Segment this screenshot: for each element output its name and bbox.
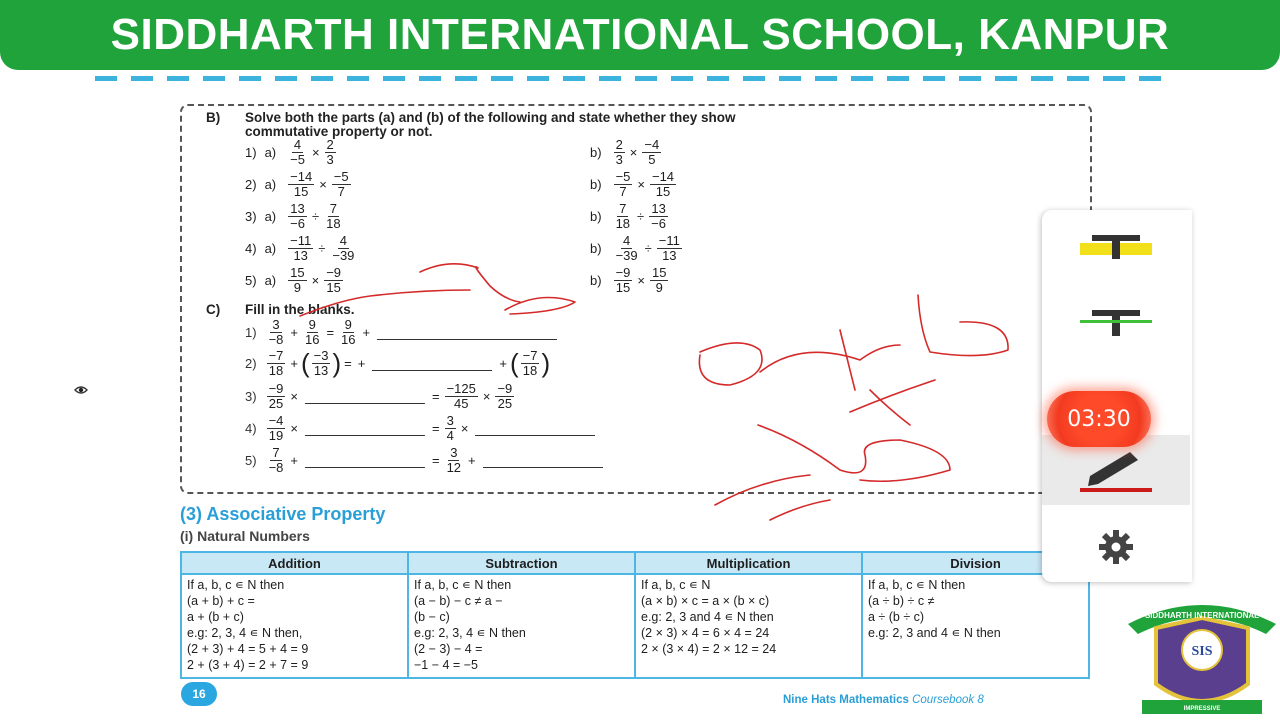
operator: × (290, 389, 298, 404)
operator: × (311, 273, 320, 288)
table-row (181, 574, 1089, 678)
c-item-5 (245, 446, 607, 475)
operator: × (460, 421, 469, 436)
fraction: $\frac{2}{3}$ (326, 137, 334, 167)
part-label: b) (590, 273, 602, 288)
fraction: $\frac{-5}{7}$ (333, 169, 349, 199)
school-logo (1126, 588, 1278, 720)
operator: = (344, 356, 352, 371)
fraction: $\frac{-5}{7}$ (615, 169, 631, 199)
section-b-label: B) (206, 110, 221, 125)
logo-bottom-right: SUCCESS (1238, 714, 1263, 720)
operator: = (431, 421, 440, 436)
item-number: 2) (245, 356, 257, 371)
cell-division: If a, b, c ∊ N then (a ÷ b) ÷ c ≠ a ÷ (b ÷ c) e.g: 2, 3 and 4 ∊ N then (862, 574, 1089, 678)
b-item-1-b (590, 138, 663, 167)
cell-subtraction: If a, b, c ∊ N then (a − b) − c ≠ a − (b − c) e.g: 2, 3, 4 ∊ N then (2 − 3) − 4 = −1 − 4 = −5 (408, 574, 635, 678)
fraction: $\frac{3}{4}$ (446, 413, 454, 443)
fraction: $\frac{4}{-5}$ (290, 137, 305, 167)
book-title: Nine Hats Mathematics (783, 694, 909, 706)
operator: = (326, 325, 335, 340)
item-number: 3) (245, 389, 257, 404)
col-addition: Addition (181, 552, 408, 574)
section-c-title: Fill in the blanks. (245, 302, 355, 317)
part-label: b) (590, 241, 602, 256)
dashed-divider (95, 76, 1175, 81)
operator: × (629, 145, 638, 160)
part-label: a) (264, 145, 277, 160)
underline-text-tool[interactable] (1042, 285, 1190, 355)
c-item-4 (245, 414, 599, 443)
fraction: $\frac{-14}{15}$ (290, 169, 313, 199)
operator: × (311, 145, 320, 160)
operator: × (482, 389, 491, 404)
part-label: b) (590, 177, 602, 192)
operator: ÷ (318, 241, 326, 256)
part-label: b) (590, 145, 602, 160)
pointer-marker-icon (74, 384, 88, 396)
associative-heading: (3) Associative Property (180, 504, 386, 524)
item-number: 5) (245, 273, 257, 288)
text-highlight-icon (1076, 225, 1156, 265)
fraction: $\frac{-14}{15}$ (651, 169, 675, 199)
fraction: $\frac{-11}{13}$ (290, 233, 312, 263)
logo-initials: SIS (1191, 644, 1213, 659)
section-c-label: C) (206, 302, 221, 317)
pen-icon (1076, 446, 1156, 494)
cell-multiplication: If a, b, c ∊ N (a × b) × c = a × (b × c) e.g: 2, 3 and 4 ∊ N then (2 × 3) × 4 = 6 × 4 = 24 2 × (3 × 4) = 2 × 12 = 24 (635, 574, 862, 678)
item-number: 1) (245, 145, 257, 160)
c-item-3 (245, 382, 516, 411)
col-multiplication: Multiplication (635, 552, 862, 574)
b-item-3-b (590, 202, 670, 231)
section-b-instruction-1: Solve both the parts (a) and (b) of the following and state whether they show (245, 110, 736, 125)
operator: = (431, 389, 440, 404)
natural-numbers-subheading: (i) Natural Numbers (180, 528, 310, 544)
operator: + (357, 356, 366, 371)
operator: + (499, 356, 507, 371)
fraction: $\frac{7}{18}$ (615, 201, 631, 231)
book-course: Coursebook 8 (912, 694, 984, 706)
part-label: a) (264, 209, 277, 224)
c-item-1 (245, 318, 561, 347)
fraction: $\frac{9}{16}$ (341, 317, 356, 347)
fraction: $\frac{-9}{25}$ (268, 381, 284, 411)
logo-bottom-left: SPELLS (1150, 714, 1169, 720)
banner-title: SIDDHARTH INTERNATIONAL SCHOOL, KANPUR (110, 10, 1170, 59)
b-item-2-a (245, 170, 353, 199)
operator: × (290, 421, 298, 436)
gear-icon (1096, 527, 1136, 567)
operator: + (290, 453, 298, 468)
fraction: $\frac{-9}{15}$ (615, 265, 631, 295)
associative-table (180, 551, 1090, 679)
fraction: $\frac{4}{-39}$ (615, 233, 638, 263)
answer-blank (305, 389, 425, 404)
operator: + (290, 325, 298, 340)
recording-timer[interactable]: 03:30 (1047, 391, 1151, 447)
item-number: 4) (245, 421, 257, 436)
operator: + (468, 453, 476, 468)
fraction: $\frac{13}{-6}$ (290, 201, 305, 231)
logo-top-text: SIDDHARTH INTERNATIONAL (1144, 611, 1260, 620)
fraction: $\frac{-9}{15}$ (326, 265, 342, 295)
part-label: a) (264, 273, 277, 288)
answer-blank (483, 453, 603, 468)
answer-blank (305, 421, 425, 436)
b-item-2-b (590, 170, 678, 199)
b-item-5-a (245, 266, 345, 295)
part-label: b) (590, 209, 602, 224)
operator: + (362, 325, 371, 340)
col-division: Division (862, 552, 1089, 574)
operator: × (319, 177, 327, 192)
answer-blank (372, 356, 492, 371)
item-number: 3) (245, 209, 257, 224)
item-number: 5) (245, 453, 257, 468)
item-number: 4) (245, 241, 257, 256)
b-item-4-b (590, 234, 684, 263)
fraction: $\frac{7}{18}$ (326, 201, 341, 231)
fraction: $\frac{-9}{25}$ (497, 381, 513, 411)
fraction: $\frac{4}{-39}$ (332, 233, 355, 263)
fraction: $\frac{15}{9}$ (651, 265, 667, 295)
fraction: $\frac{3}{12}$ (446, 445, 462, 475)
fraction: $\frac{-7}{18}$ (268, 348, 284, 378)
fraction: $\frac{7}{-8}$ (268, 445, 284, 475)
section-b-instruction-2: commutative property or not. (245, 124, 433, 139)
fraction: $\frac{-11}{13}$ (658, 233, 680, 263)
page-number: 16 (181, 682, 217, 706)
settings-tool[interactable] (1042, 512, 1190, 582)
b-item-1-a (245, 138, 338, 167)
fraction: $\frac{9}{16}$ (304, 317, 320, 347)
fraction: $\frac{-4}{19}$ (268, 413, 284, 443)
operator: × (637, 273, 645, 288)
operator: × (637, 177, 645, 192)
col-subtraction: Subtraction (408, 552, 635, 574)
fraction: $\frac{13}{-6}$ (651, 201, 666, 231)
operator: + (290, 356, 298, 371)
school-banner (0, 0, 1280, 70)
operator: = (431, 453, 440, 468)
fraction: $\frac{15}{9}$ (290, 265, 305, 295)
answer-blank (377, 325, 557, 340)
book-footer (783, 694, 984, 706)
part-label: a) (264, 241, 277, 256)
cell-addition: If a, b, c ∊ N then (a + b) + c = a + (b + c) e.g: 2, 3, 4 ∊ N then, (2 + 3) + 4 = 5 + 4 = 9 2 + (3 + 4) = 2 + 7 = 9 (181, 574, 408, 678)
operator: ÷ (637, 209, 645, 224)
highlight-text-tool[interactable] (1042, 210, 1190, 280)
text-underline-icon (1076, 300, 1156, 340)
answer-blank (475, 421, 595, 436)
logo-ribbon: IMPRESSIVE (1183, 706, 1221, 712)
answer-blank (305, 453, 425, 468)
fraction: $\frac{-7}{18}$ (522, 348, 538, 378)
fraction: $\frac{-3}{13}$ (313, 348, 329, 378)
c-item-2: 2) $\frac{-7}{18}$ + ( $\frac{-3}{13}$ ) = + + ( $\frac{-7}{18}$ ) (245, 348, 551, 378)
part-label: a) (264, 177, 277, 192)
fraction: $\frac{-125}{45}$ (446, 381, 476, 411)
operator: ÷ (311, 209, 320, 224)
b-item-4-a (245, 234, 358, 263)
operator: ÷ (644, 241, 652, 256)
item-number: 1) (245, 325, 257, 340)
b-item-3-a (245, 202, 345, 231)
item-number: 2) (245, 177, 257, 192)
b-item-5-b (590, 266, 670, 295)
fraction: $\frac{2}{3}$ (615, 137, 623, 167)
fraction: $\frac{3}{-8}$ (268, 317, 284, 347)
fraction: $\frac{-4}{5}$ (644, 137, 660, 167)
